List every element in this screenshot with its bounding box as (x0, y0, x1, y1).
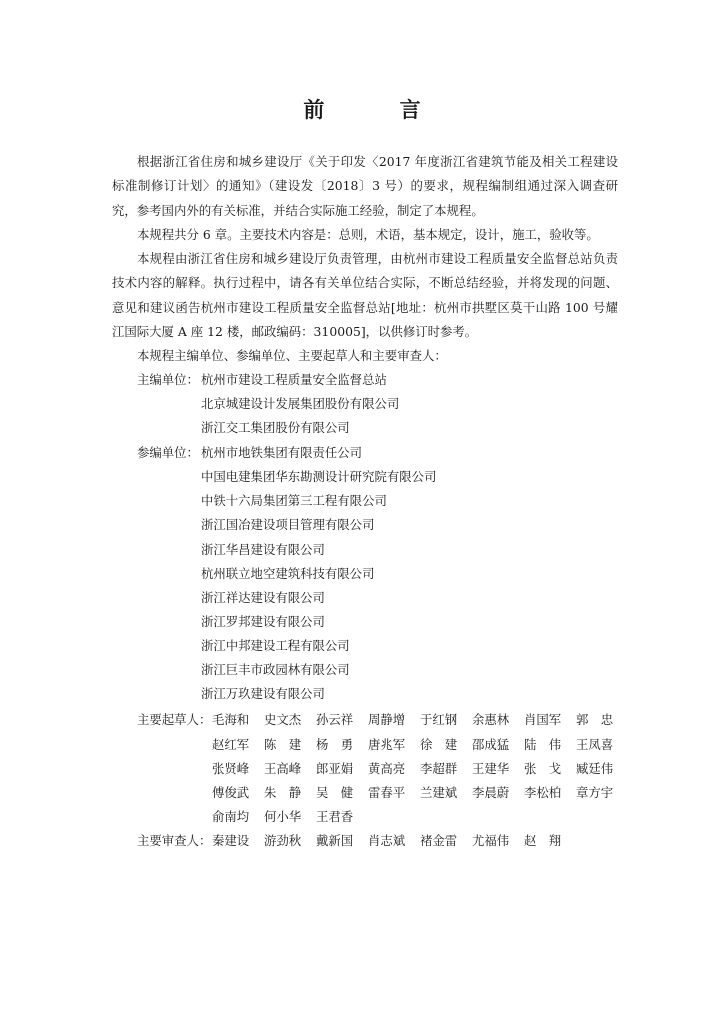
participating-unit-item: 杭州市地铁集团有限责任公司 (201, 445, 363, 460)
drafter-name: 孙云祥 (316, 712, 354, 727)
drafter-name: 邵成猛 (472, 737, 510, 752)
participating-unit-item: 浙江国冶建设项目管理有限公司 (201, 517, 375, 532)
drafter-name: 郎亚娟 (316, 761, 354, 776)
drafter-name: 于红钢 (420, 712, 458, 727)
chief-units-label: 主编单位： (137, 372, 199, 387)
drafter-name: 王凤喜 (576, 737, 614, 752)
drafter-name: 王君香 (316, 809, 354, 824)
drafter-name: 肖国军 (524, 712, 562, 727)
drafters-row (212, 708, 628, 732)
drafter-name: 陈 建 (264, 737, 302, 752)
drafters-row (212, 733, 628, 757)
paragraph-units-intro: 本规程主编单位、参编单位、主要起草人和主要审查人： (137, 348, 447, 363)
drafter-name: 徐 建 (420, 737, 458, 752)
drafter-name: 何小华 (264, 809, 302, 824)
page-title: 前 言 (303, 97, 455, 122)
drafter-name: 俞南均 (212, 809, 250, 824)
reviewers-row (212, 829, 576, 853)
participating-unit-item: 浙江中邦建设工程有限公司 (201, 638, 350, 653)
reviewer-name: 褚金雷 (420, 833, 458, 848)
drafter-name: 王建华 (472, 761, 510, 776)
drafter-name: 史文杰 (264, 712, 302, 727)
participating-unit-item: 浙江华昌建设有限公司 (201, 542, 325, 557)
drafter-name: 李晨蔚 (472, 785, 510, 800)
drafter-name: 陆 伟 (524, 737, 562, 752)
participating-unit-item: 浙江万玖建设有限公司 (201, 686, 325, 701)
drafter-name: 李松柏 (524, 785, 562, 800)
paragraph-management: 本规程由浙江省住房和城乡建设厅负责管理，由杭州市建设工程质量安全监督总站负责技术内容的解释。执行过程中，请各有关单位结合实际，不断总结经验，并将发现的问题、意见和建议函告杭州市建设工程质量安全监督总站[地址：杭州市拱墅区莫干山路 100 号耀江国际大厦 A 座 12 楼，邮政编码：310005]，以供修订时参考。 (112, 251, 618, 339)
drafter-name: 余惠林 (472, 712, 510, 727)
chief-unit-item: 浙江交工集团股份有限公司 (201, 420, 350, 435)
drafter-name: 唐兆军 (368, 737, 406, 752)
reviewers-label: 主要审查人： (137, 833, 212, 848)
drafter-name: 臧廷伟 (576, 761, 614, 776)
reviewer-name: 赵 翔 (524, 833, 562, 848)
participating-unit-item: 杭州联立地空建筑科技有限公司 (201, 566, 375, 581)
participating-unit-item: 中铁十六局集团第三工程有限公司 (201, 493, 387, 508)
drafter-name: 王高峰 (264, 761, 302, 776)
drafter-name: 张贤峰 (212, 761, 250, 776)
paragraph-basis: 根据浙江省住房和城乡建设厅《关于印发〈2017 年度浙江省建筑节能及相关工程建设标准制修订计划〉的通知》（建设发〔2018〕3 号）的要求，规程编制组通过深入调查研究，参考国内外的有关标准，并结合实际施工经验，制定了本规程。 (112, 154, 618, 218)
chief-unit-item: 北京城建设计发展集团股份有限公司 (201, 396, 400, 411)
chief-unit-item: 杭州市建设工程质量安全监督总站 (201, 372, 387, 387)
participating-unit-item: 浙江罗邦建设有限公司 (201, 614, 325, 629)
drafters-row (212, 781, 628, 805)
reviewer-name: 肖志斌 (368, 833, 406, 848)
drafter-name: 兰建斌 (420, 785, 458, 800)
drafter-name: 黄高亮 (368, 761, 406, 776)
drafter-name: 李超群 (420, 761, 458, 776)
drafter-name: 周静增 (368, 712, 406, 727)
participating-unit-item: 中国电建集团华东勘测设计研究院有限公司 (201, 469, 437, 484)
drafter-name: 章方宇 (576, 785, 614, 800)
reviewer-name: 戴新国 (316, 833, 354, 848)
reviewer-name: 秦建设 (212, 833, 250, 848)
drafter-name: 雷春平 (368, 785, 406, 800)
drafters-label: 主要起草人： (137, 712, 212, 727)
reviewer-name: 尤福伟 (472, 833, 510, 848)
paragraph-contents: 本规程共分 6 章。主要技术内容是：总则，术语，基本规定，设计，施工，验收等。 (137, 227, 599, 242)
participating-unit-item: 浙江祥达建设有限公司 (201, 590, 325, 605)
drafter-name: 傅俊武 (212, 785, 250, 800)
drafter-name: 郭 忠 (576, 712, 614, 727)
participating-units-label: 参编单位： (137, 445, 199, 460)
reviewer-name: 游劲秋 (264, 833, 302, 848)
drafter-name: 张 戈 (524, 761, 562, 776)
drafter-name: 毛海和 (212, 712, 250, 727)
drafters-row (212, 757, 628, 781)
drafters-row (212, 805, 368, 829)
drafter-name: 朱 静 (264, 785, 302, 800)
drafter-name: 赵红军 (212, 737, 250, 752)
drafter-name: 杨 勇 (316, 737, 354, 752)
participating-unit-item: 浙江巨丰市政园林有限公司 (201, 662, 350, 677)
drafter-name: 吴 健 (316, 785, 354, 800)
